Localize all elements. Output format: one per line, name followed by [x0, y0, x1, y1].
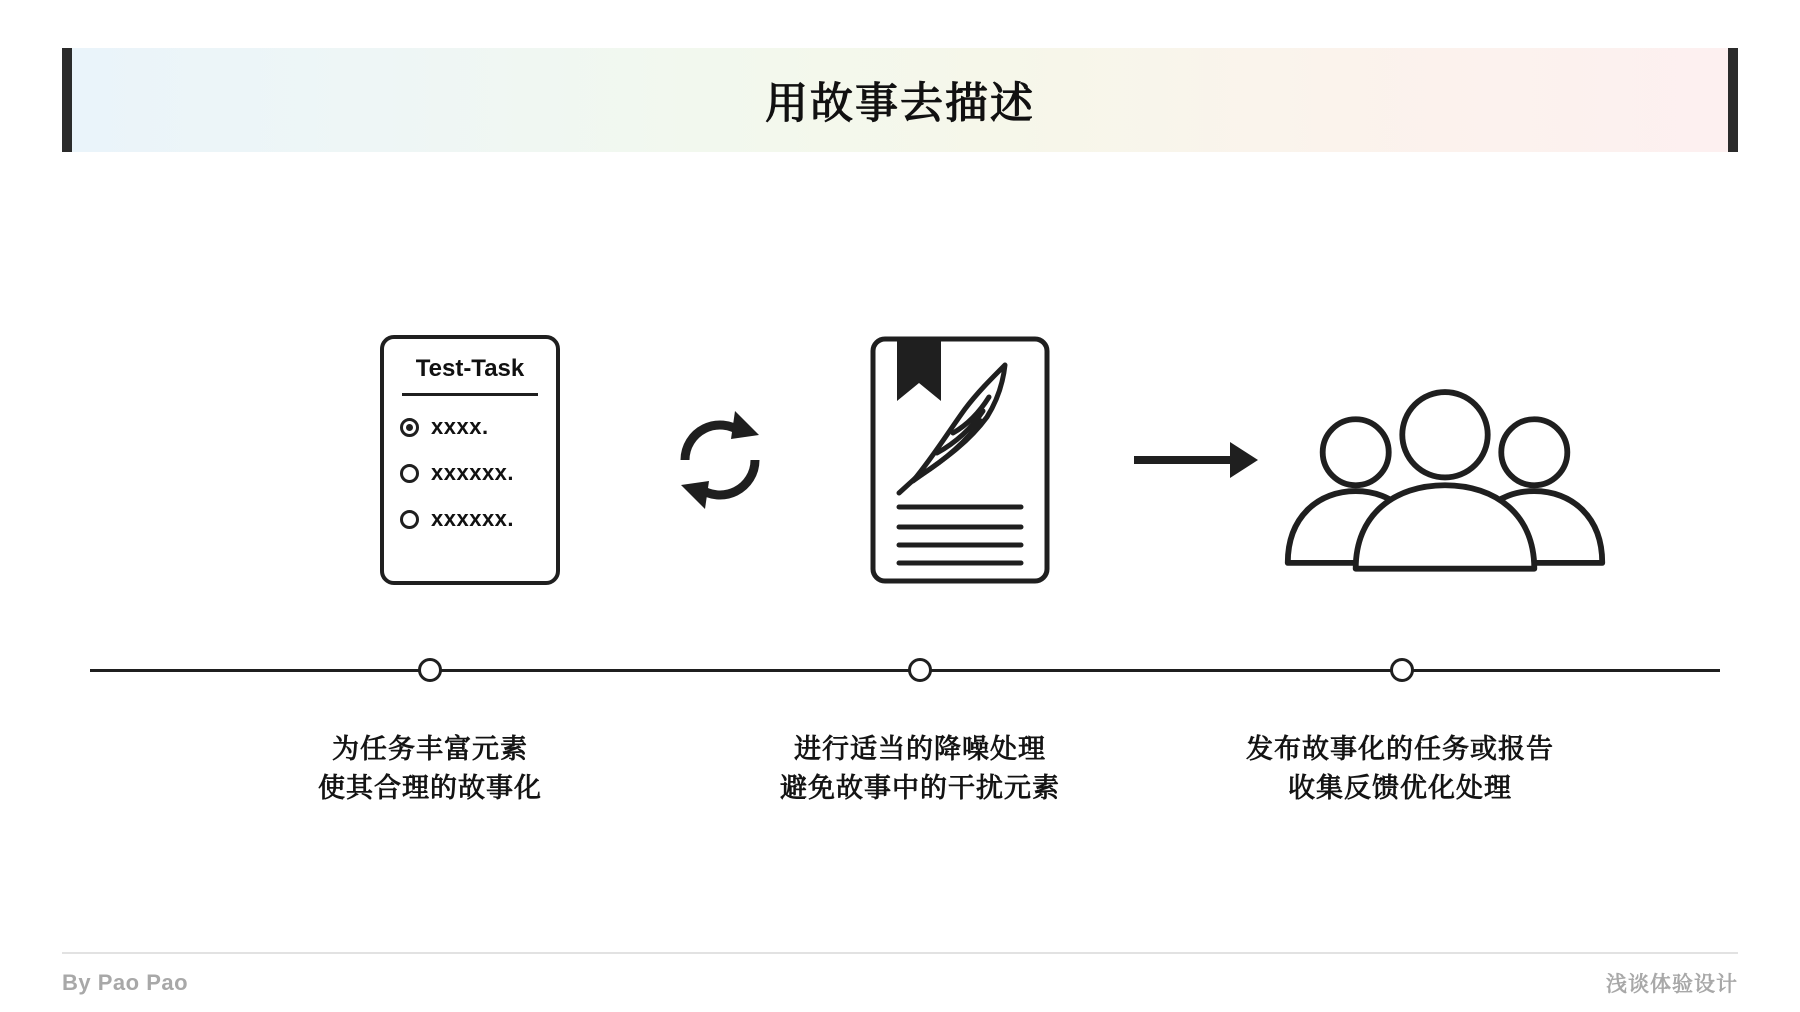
arrow-right-icon [1130, 430, 1260, 490]
connector-1 [630, 330, 810, 590]
users-group-icon [1280, 340, 1610, 580]
refresh-cycle-icon [665, 405, 775, 515]
step-3-caption [1240, 730, 1560, 808]
page-title: 用故事去描述 [765, 79, 1035, 128]
task-card-option [400, 506, 540, 532]
header-accent-bar-right [1728, 48, 1738, 152]
radio-unselected-icon [400, 510, 419, 529]
task-card-option [400, 414, 540, 440]
footer-brand: 浅谈体验设计 [1606, 973, 1738, 996]
task-option-label: xxxxxx. [431, 506, 515, 531]
task-option-label: xxxx. [431, 414, 489, 439]
page-header [62, 48, 1738, 152]
task-checklist-icon [380, 335, 560, 585]
header-accent-bar-left [62, 48, 72, 152]
step-3-icon [1280, 330, 1610, 590]
header-gradient-band [72, 48, 1728, 152]
connector-2 [1100, 330, 1290, 590]
step-1-caption-line2: 使其合理的故事化 [318, 773, 542, 804]
diagram-icon-row [90, 330, 1710, 590]
step-1-icon [340, 330, 600, 590]
diagram-stage [0, 150, 1800, 850]
page-footer [62, 952, 1738, 1002]
timeline-node-1[interactable] [418, 658, 442, 682]
step-2-caption-line1: 进行适当的降噪处理 [794, 734, 1046, 764]
radio-selected-icon [400, 418, 419, 437]
task-option-label: xxxxxx. [431, 460, 515, 485]
step-2-icon [830, 330, 1090, 590]
task-card-divider [402, 393, 538, 396]
timeline [90, 650, 1720, 690]
step-3-caption-line2: 收集反馈优化处理 [1288, 773, 1512, 804]
timeline-node-2[interactable] [908, 658, 932, 682]
diagram-captions [90, 730, 1720, 850]
task-card-title: Test-Task [415, 355, 525, 382]
timeline-axis [90, 669, 1720, 672]
step-1-caption [270, 730, 590, 808]
step-2-caption [760, 730, 1080, 808]
step-3-caption-line1: 发布故事化的任务或报告 [1246, 734, 1554, 764]
timeline-node-3[interactable] [1390, 658, 1414, 682]
step-2-caption-line2: 避免故事中的干扰元素 [780, 773, 1060, 804]
radio-unselected-icon [400, 464, 419, 483]
footer-author: By Pao Pao [62, 970, 189, 995]
step-1-caption-line1: 为任务丰富元素 [332, 734, 528, 764]
task-card-option [400, 460, 540, 486]
story-document-quill-icon [869, 335, 1051, 585]
